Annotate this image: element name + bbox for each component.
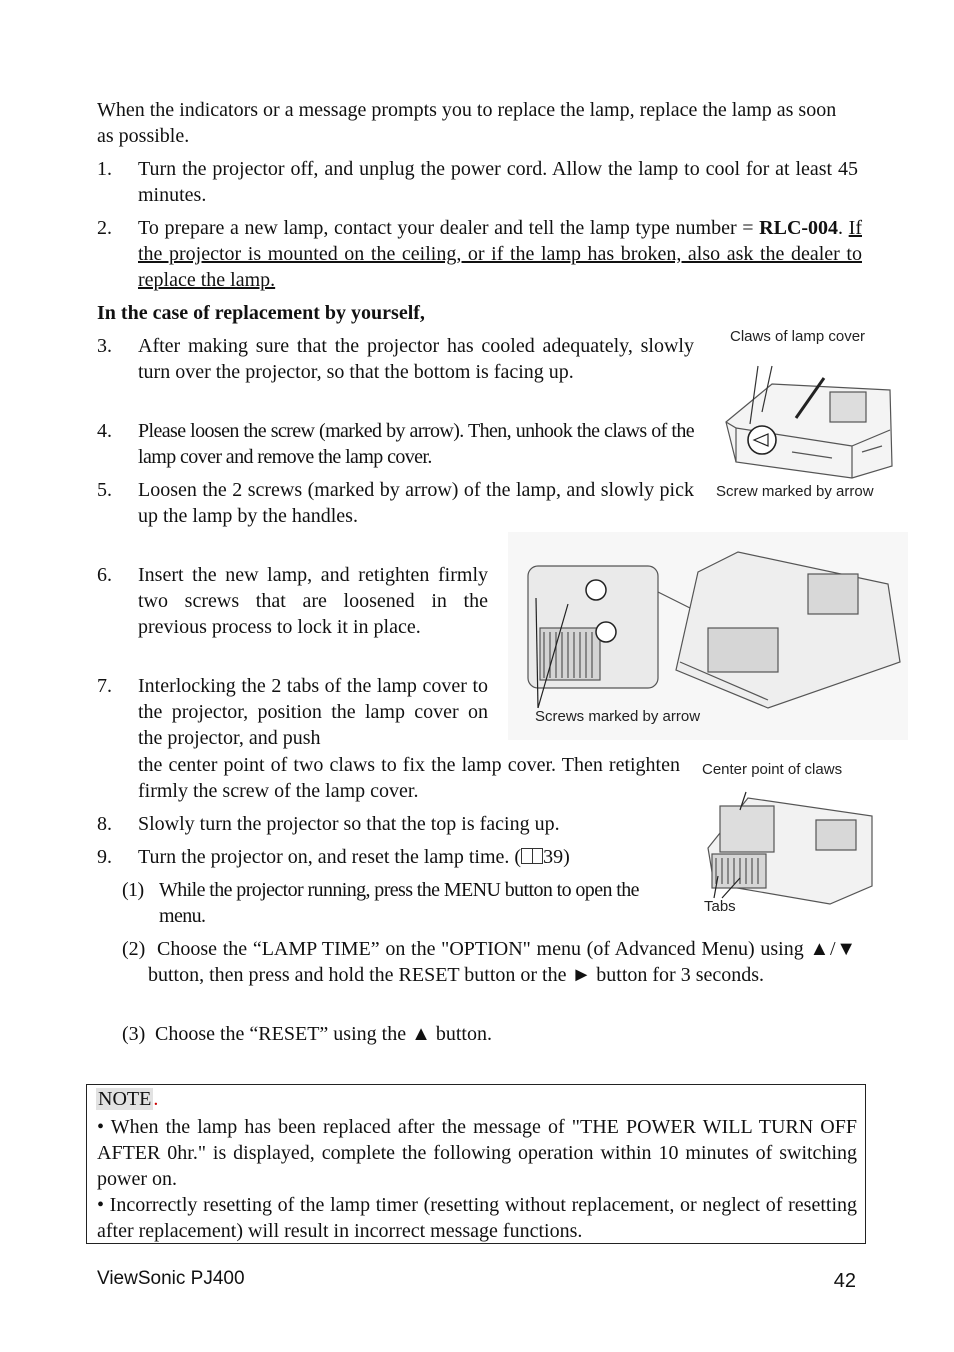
page-number: 42	[833, 1270, 856, 1292]
screw-marked-by-arrow-label: Screw marked by arrow	[716, 483, 874, 500]
substep-1-text: While the projector running, press the MENU button to open the menu.	[159, 879, 639, 927]
step-7-text-b: the center point of two claws to fix the lamp cover. Then retighten firmly the screw of the lamp cover.	[138, 754, 680, 802]
screws-marked-by-arrow-label: Screws marked by arrow	[535, 708, 701, 725]
intro-paragraph: When the indicators or a message prompts you to replace the lamp, replace the lamp as soon as possible.	[97, 99, 837, 147]
step-1-text: Turn the projector off, and unplug the power cord. Allow the lamp to cool for at least 45 minutes.	[138, 158, 858, 206]
step-7-number: 7.	[97, 675, 112, 697]
step-2-pre: To prepare a new lamp, contact your dealer and tell the lamp type number =	[138, 217, 760, 239]
substep-1-number: (1)	[122, 879, 144, 901]
substep-2-text: Choose the “LAMP TIME” on the "OPTION" menu (of Advanced Menu) using ▲/▼ button, then press and hold the RESET button or the ► button for 3 seconds.	[148, 938, 856, 986]
projector-bottom-illustration	[712, 326, 902, 502]
substep-2-number: (2)	[122, 938, 146, 960]
step-7-text-a: Interlocking the 2 tabs of the lamp cover to the projector, position the lamp cover on the projector, and push	[138, 675, 488, 749]
step-2-text	[138, 215, 862, 293]
substep-3-text: Choose the “RESET” using the ▲ button.	[155, 1023, 492, 1045]
step-6-number: 6.	[97, 564, 112, 586]
lamp-type-number: RLC-004	[759, 217, 839, 239]
center-point-of-claws-label: Center point of claws	[702, 761, 843, 778]
step-2-mid: .	[838, 217, 849, 239]
figure-lamp-cover	[712, 326, 902, 502]
step-8-number: 8.	[97, 813, 112, 835]
step-3-text: After making sure that the projector has cooled adequately, slowly turn over the projector, so that the bottom is facing up.	[138, 335, 694, 383]
note-heading: NOTE .	[98, 1088, 159, 1110]
step-5-text: Loosen the 2 screws (marked by arrow) of the lamp, and slowly pick up the lamp by the handles.	[138, 479, 694, 527]
footer-brand: ViewSonic PJ400	[97, 1268, 245, 1289]
step-9-text	[138, 844, 678, 870]
substep-3-number: (3)	[122, 1023, 146, 1045]
note-bullet-2: • Incorrectly resetting of the lamp timer (resetting without replacement, or neglect of resetting after replacement) will result in incorrect message functions.	[97, 1194, 857, 1242]
step-3-number: 3.	[97, 335, 112, 357]
step-4-text: Please loosen the screw (marked by arrow). Then, unhook the claws of the lamp cover and remove the lamp cover.	[138, 420, 694, 468]
self-replacement-heading: In the case of replacement by yourself,	[97, 302, 425, 324]
book-reference-icon	[521, 848, 543, 864]
step-9-ref: 39)	[543, 846, 570, 868]
step-9-number: 9.	[97, 846, 112, 868]
step-8-text: Slowly turn the projector so that the top is facing up.	[138, 813, 560, 835]
note-box	[86, 1084, 866, 1244]
claws-of-lamp-cover-label: Claws of lamp cover	[730, 328, 866, 345]
step-2-underlined: If the projector is mounted on the ceiling, or if the lamp has broken, also ask the dealer to replace the lamp.	[138, 217, 862, 291]
step-9-main: Turn the projector on, and reset the lamp time. (	[138, 846, 522, 868]
tabs-label: Tabs	[704, 898, 736, 915]
projector-cover-illustration	[700, 758, 880, 918]
step-4-number: 4.	[97, 420, 112, 442]
step-2-number: 2.	[97, 217, 112, 239]
figure-lamp-screws	[508, 532, 908, 740]
step-6-text: Insert the new lamp, and retighten firmly two screws that are loosened in the previous process to lock it in place.	[138, 564, 488, 638]
step-1-number: 1.	[97, 158, 112, 180]
note-bullet-1: • When the lamp has been replaced after the message of "THE POWER WILL TURN OFF AFTER 0hr." is displayed, complete the following operation within 10 minutes of switching power on.	[97, 1116, 857, 1190]
note-label: NOTE	[98, 1088, 152, 1110]
step-5-number: 5.	[97, 479, 112, 501]
figure-claws-tabs	[700, 758, 880, 918]
